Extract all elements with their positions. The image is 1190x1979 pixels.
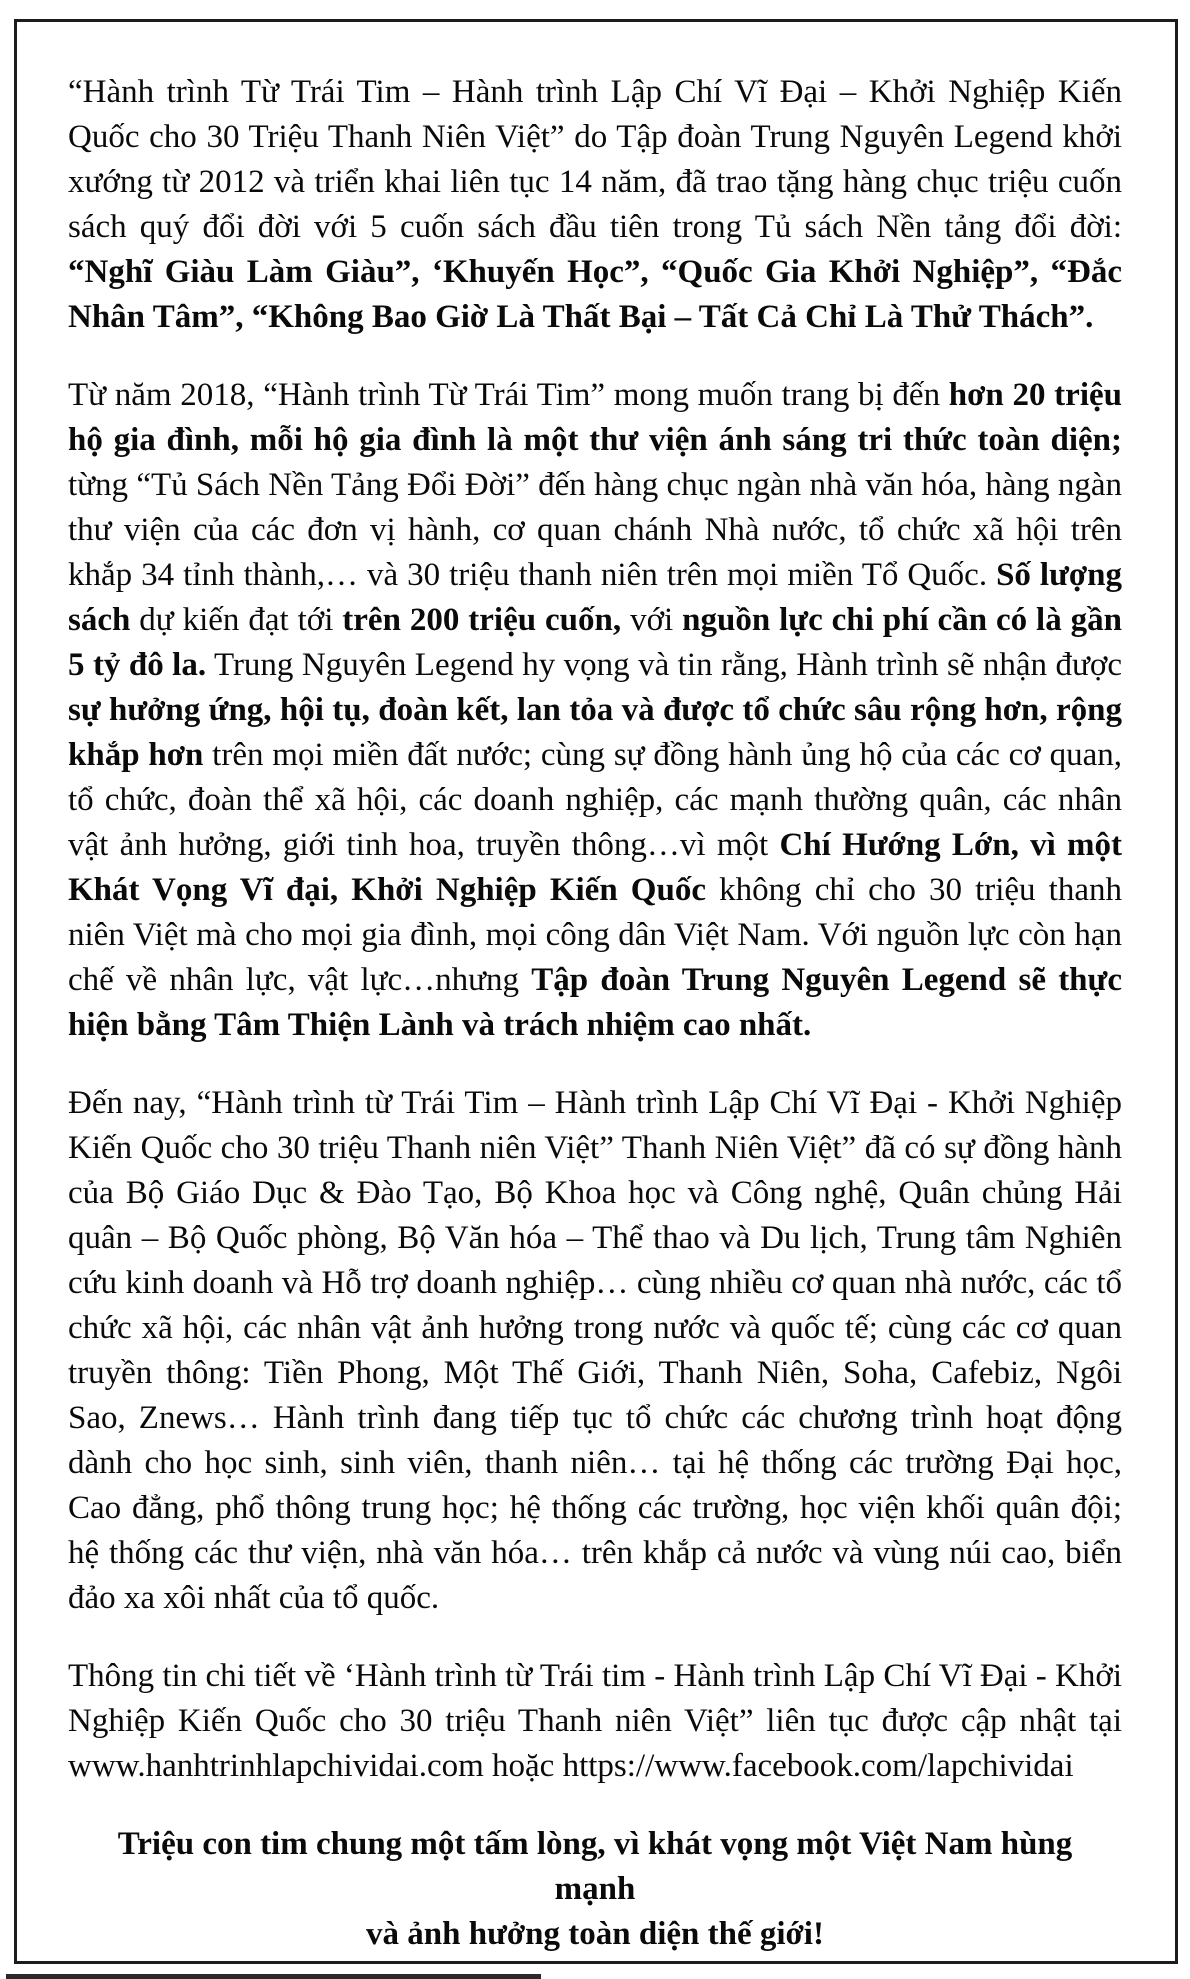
text-run-20-million-households: hơn 20 triệu hộ gia đình, mỗi hộ gia đình là một thư viện ánh sáng tri thức toàn diện; <box>68 377 1122 458</box>
text-run: từng “Tủ Sách Nền Tảng Đổi Đời” đến hàng chục ngàn nhà văn hóa, hàng ngàn thư viện của các đơn vị hành, cơ quan chánh Nhà nước, tổ chức xã hội trên khắp 34 tỉnh thành,… và 30 triệu thanh niên trên mọi miền Tổ Quốc. <box>68 467 1122 593</box>
text-run: Đến nay, “Hành trình từ Trái Tim – Hành trình Lập Chí Vĩ Đại - Khởi Nghiệp Kiến Quốc cho 30 triệu Thanh niên Việt” Thanh Niên Việt” đã có sự đồng hành của Bộ Giáo Dục & Đào Tạo, Bộ Khoa học và Công nghệ, Quân chủng Hải quân – Bộ Quốc phòng, Bộ Văn hóa – Thể thao và Du lịch, Trung tâm Nghiên cứu kinh doanh và Hỗ trợ doanh nghiệp… cùng nhiều cơ quan nhà nước, các tổ chức xã hội, các nhân vật ảnh hưởng trong nước và quốc tế; cùng các cơ quan truyền thông: Tiền Phong, Một Thế Giới, Thanh Niên, Soha, Cafebiz, Ngôi Sao, Znews… Hành trình đang tiếp tục tổ chức các chương trình hoạt động dành cho học sinh, sinh viên, thanh niên… tại hệ thống các trường Đại học, Cao đẳng, phổ thông trung học; hệ thống các trường, học viện khối quân đội; hệ thống các thư viện, nhà văn hóa… trên khắp cả nước và vùng núi cao, biển đảo xa xôi nhất của tổ quốc. <box>68 1085 1122 1616</box>
text-run: Từ năm 2018, “Hành trình Từ Trái Tim” mong muốn trang bị đến <box>68 377 949 413</box>
closing-line-2: và ảnh hưởng toàn diện thế giới! <box>366 1916 824 1952</box>
paragraph-intro <box>68 70 1122 340</box>
paragraph-partners <box>68 1081 1122 1621</box>
text-run-book-titles: “Nghĩ Giàu Làm Giàu”, ‘Khuyến Học”, “Quốc Gia Khởi Nghiệp”, “Đắc Nhân Tâm”, “Không Bao Giờ Là Thất Bại – Tất Cả Chỉ Là Thử Thách”. <box>68 254 1122 335</box>
text-run: Thông tin chi tiết về ‘Hành trình từ Trái tim - Hành trình Lập Chí Vĩ Đại - Khởi Nghiệp Kiến Quốc cho 30 triệu Thanh niên Việt” liên tục được cập nhật tại <box>68 1658 1122 1739</box>
facebook-url-text: https://www.facebook.com/lapchividai <box>562 1748 1074 1784</box>
text-run-great-ambition: Chí Hướng Lớn, vì một Khát Vọng Vĩ đại, Khởi Nghiệp Kiến Quốc <box>68 827 1122 908</box>
text-run: dự kiến đạt tới <box>130 602 343 638</box>
closing-slogan <box>78 1822 1112 1957</box>
document-body <box>68 70 1122 1957</box>
page-border <box>14 19 1178 1964</box>
text-run-support-spread: sự hưởng ứng, hội tụ, đoàn kết, lan tỏa và được tổ chức sâu rộng hơn, rộng khắp hơn <box>68 692 1122 773</box>
text-run-200-million-copies: trên 200 triệu cuốn, <box>342 602 622 638</box>
text-run-5-billion-budget: nguồn lực chi phí cần có là gần 5 tỷ đô la. <box>68 602 1123 683</box>
paragraph-vision-2018 <box>68 373 1122 1048</box>
text-run-book-quantity: Số lượng sách <box>68 557 1123 638</box>
text-run: với <box>621 602 683 638</box>
scan-artifact-line <box>6 1974 541 1979</box>
paragraph-more-info <box>68 1654 1122 1789</box>
text-run: trên mọi miền đất nước; cùng sự đồng hành ủng hộ của các cơ quan, tổ chức, đoàn thể xã hội, các doanh nghiệp, các mạnh thường quân, các nhân vật ảnh hưởng, giới tinh hoa, truyền thông…vì một <box>68 737 1122 863</box>
text-run-commitment: Tập đoàn Trung Nguyên Legend sẽ thực hiện bằng Tâm Thiện Lành và trách nhiệm cao nhất. <box>68 962 1122 1043</box>
website-url-text: www.hanhtrinhlapchividai.com <box>68 1748 484 1784</box>
text-run: Trung Nguyên Legend hy vọng và tin rằng, Hành trình sẽ nhận được <box>206 647 1122 683</box>
text-run: hoặc <box>483 1748 563 1784</box>
closing-line-1: Triệu con tim chung một tấm lòng, vì khát vọng một Việt Nam hùng mạnh <box>117 1826 1073 1907</box>
text-run: không chỉ cho 30 triệu thanh niên Việt mà cho mọi gia đình, mọi công dân Việt Nam. Với nguồn lực còn hạn chế về nhân lực, vật lực…nhưng <box>68 872 1122 998</box>
text-run: “Hành trình Từ Trái Tim – Hành trình Lập Chí Vĩ Đại – Khởi Nghiệp Kiến Quốc cho 30 Triệu Thanh Niên Việt” do Tập đoàn Trung Nguyên Legend khởi xướng từ 2012 và triển khai liên tục 14 năm, đã trao tặng hàng chục triệu cuốn sách quý đổi đời với 5 cuốn sách đầu tiên trong Tủ sách Nền tảng đổi đời: <box>68 74 1122 245</box>
